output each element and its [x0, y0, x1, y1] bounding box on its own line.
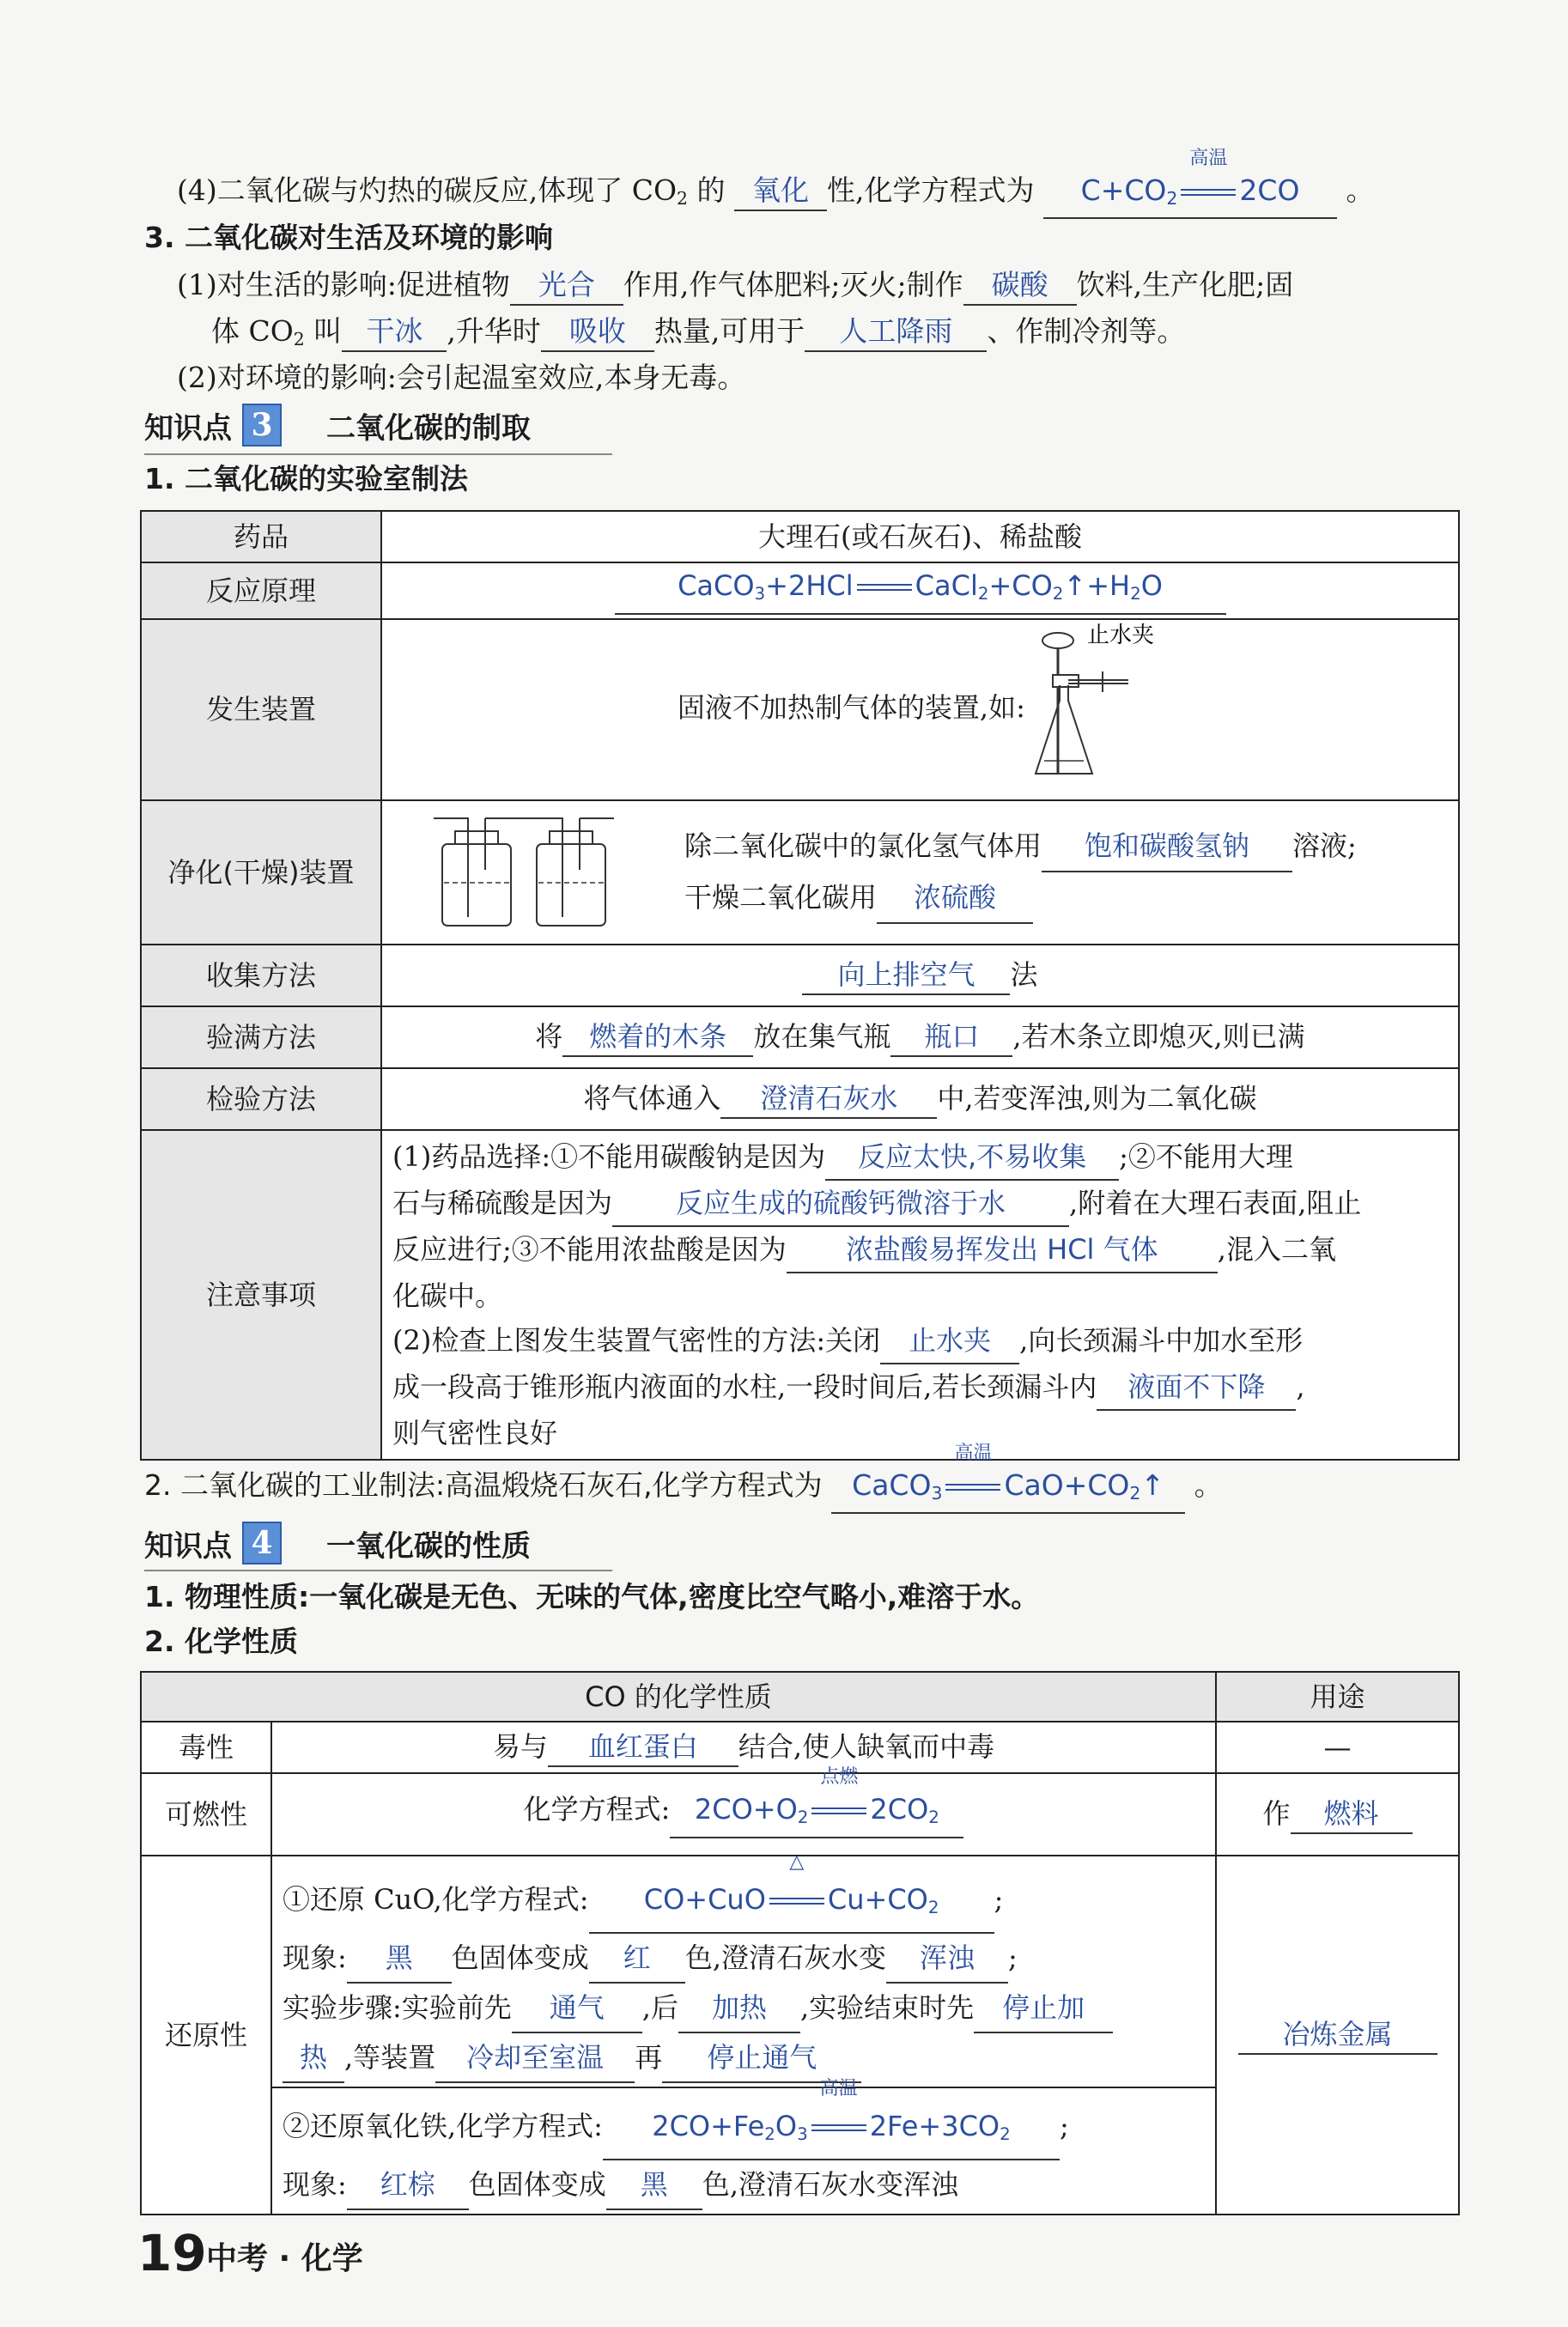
- answer-blank: 止水夹: [880, 1318, 1019, 1364]
- co-properties-table: CO 的化学性质 用途 毒性 易与 血红蛋白 结合,使人缺氧而中毒 — 可燃性 化学方程式: $2CO+O_2$ 点燃 $2CO_2$ 作 燃料 还原性 ①还原 CuO,化学方程式: CO+CuO △ $Cu+CO_2$ ; 现象: 黑 色固体变成 红 色,澄清石灰水变 浑浊 ; 实验步骤:实验前先 通气 ,后 加热 ,实验结束时先 停止加 热 ,等装置 冷却至室温 再 停止通气 冶炼金属 ②还原氧化铁,化学方程式: $2CO+Fe_2O_3$ 高温 $2Fe+3CO_2$ ; 现象: 红棕 色固体变成 黑 色,澄清石灰水变浑浊: [140, 1671, 1460, 2215]
- answer-blank: 热: [283, 2033, 344, 2083]
- answer-blank: 停止通气: [662, 2033, 861, 2083]
- answer-blank: 加热: [678, 1984, 800, 2033]
- row-header: 注意事项: [141, 1130, 381, 1460]
- row-header: 发生装置: [141, 619, 381, 800]
- answer-blank: 黑: [606, 2160, 702, 2210]
- answer-blank: 人工降雨: [805, 313, 987, 352]
- answer-blank: 红: [589, 1934, 685, 1984]
- book-label: 中考 · 化学: [206, 2241, 363, 2276]
- answer-blank: 血红蛋白: [548, 1728, 738, 1767]
- kp-number-badge: 4: [242, 1522, 282, 1564]
- row-header: 药品: [141, 511, 381, 562]
- answer-blank: 吸收: [541, 313, 654, 352]
- answer-blank: 停止加: [974, 1984, 1113, 2033]
- column-header: CO 的化学性质: [141, 1672, 1216, 1722]
- answer-blank: 干冰: [342, 313, 447, 352]
- row-header: 还原性: [141, 1856, 271, 2215]
- answer-blank: 燃料: [1291, 1795, 1413, 1834]
- industry-method-line: 2. 二氧化碳的工业制法:高温煅烧石灰石,化学方程式为 CaCO$_3$ 高温 $CaO+CO_2↑$ 。: [144, 1467, 1223, 1514]
- answer-blank: 澄清石灰水: [720, 1079, 937, 1119]
- answer-blank: 通气: [512, 1984, 642, 2033]
- divider: [144, 453, 612, 455]
- gas-washing-bottles-icon: [434, 810, 614, 939]
- answer-blank: 黑: [347, 1934, 452, 1984]
- knowledge-point-3-header: 知识点 3 二氧化碳的制取: [144, 404, 531, 447]
- text-line: 体 $CO_2$ 叫 干冰 ,升华时 吸收 热量,可用于 人工降雨 、作制冷剂等。: [211, 313, 1185, 358]
- answer-blank: 液面不下降: [1097, 1364, 1296, 1411]
- section-heading: 1. 二氧化碳的实验室制法: [144, 462, 468, 495]
- answer-blank: 燃着的木条: [562, 1018, 753, 1057]
- answer-blank: 饱和碳酸氢钠: [1042, 821, 1292, 872]
- answer-blank: 浓硫酸: [877, 872, 1033, 924]
- section-heading: 2. 化学性质: [144, 1625, 298, 1658]
- answer-blank: $C+CO_2$ 高温 2CO: [1043, 172, 1337, 219]
- section-heading: 3. 二氧化碳对生活及环境的影响: [144, 221, 553, 254]
- answer-blank: 向上排空气: [802, 956, 1010, 995]
- column-header: 用途: [1216, 1672, 1459, 1722]
- row-header: 净化(干燥)装置: [141, 800, 381, 945]
- answer-blank: 反应太快,不易收集: [825, 1134, 1119, 1181]
- answer-blank: 反应生成的硫酸钙微溶于水: [612, 1181, 1069, 1227]
- divider: [144, 1570, 612, 1571]
- answer-blank: 光合: [510, 266, 623, 306]
- co2-carbon-reaction-line: (4)二氧化碳与灼热的碳反应,体现了 $CO_2$ 的 氧化 性,化学方程式为 $C+CO_2$ 高温 2CO 。: [177, 172, 1375, 219]
- answer-blank: CaCO$_3$+2HCl $CaCl_2+CO_2↑+H_2O$: [615, 567, 1226, 615]
- erlenmeyer-flask-apparatus-icon: [1034, 623, 1163, 796]
- row-header: 收集方法: [141, 945, 381, 1006]
- answer-blank: 红棕: [347, 2160, 469, 2210]
- knowledge-point-4-header: 知识点 4 一氧化碳的性质: [144, 1522, 531, 1564]
- answer-blank: 浓盐酸易挥发出 HCl 气体: [787, 1227, 1218, 1273]
- svg-text:止水夹: 止水夹: [1087, 623, 1155, 648]
- row-header: 反应原理: [141, 562, 381, 619]
- answer-blank: $2CO+Fe_2O_3$ 高温 $2Fe+3CO_2$: [603, 2102, 1060, 2160]
- answer-blank: 冶炼金属: [1238, 2015, 1437, 2055]
- row-header: 可燃性: [141, 1773, 271, 1856]
- row-header: 检验方法: [141, 1068, 381, 1130]
- page-number: 19: [137, 2224, 207, 2282]
- text-line: (1)对生活的影响:促进植物 光合 作用,作气体肥料;灭火;制作 碳酸 饮料,生产化肥;固: [177, 266, 1293, 306]
- answer-blank: CaCO$_3$ 高温 $CaO+CO_2↑$: [831, 1467, 1185, 1514]
- text-line: (2)对环境的影响:会引起温室效应,本身无毒。: [177, 361, 746, 394]
- answer-blank: 碳酸: [963, 266, 1077, 306]
- physical-properties-line: 1. 物理性质:一氧化碳是无色、无味的气体,密度比空气略小,难溶于水。: [144, 1580, 1040, 1613]
- answer-blank: 瓶口: [890, 1018, 1012, 1057]
- answer-blank: CO+CuO △ $Cu+CO_2$: [589, 1875, 994, 1934]
- answer-blank: 氧化: [734, 172, 827, 211]
- answer-blank: 浑浊: [886, 1934, 1008, 1984]
- row-header: 毒性: [141, 1722, 271, 1773]
- kp-number-badge: 3: [242, 404, 282, 447]
- answer-blank: 冷却至室温: [435, 2033, 635, 2083]
- answer-blank: $2CO+O_2$ 点燃 $2CO_2$: [670, 1790, 963, 1838]
- lab-preparation-table: 药品 大理石(或石灰石)、稀盐酸 反应原理 CaCO$_3$+2HCl $CaCl_2+CO_2↑+H_2O$ 发生装置 固液不加热制气体的装置,如: 止水夹 净化(干燥)装置 除二氧化碳中的氯化氢气体用 饱和碳酸氢钠 溶液; 干燥二氧化碳用 浓硫酸 收集方法 向上排空气 法 验满方法 将 燃着的木条 放在集气瓶 瓶口 ,若木条立即熄灭,则已满 检验方法 将气体通入 澄清石灰水 中,若变浑浊,则为二氧化碳 注意事项 (1)药品选择:①不能用碳酸钠是因为 反应太快,不易收集 ;②不能用大理 石与稀硫酸是因为 反应生成的硫酸钙微溶于水 ,附着在大理石表面,阻止 反应进行;③不能用浓盐酸是因为 浓盐酸易挥发出 HCl 气体 ,混入二氧 化碳中。 (2)检查上图发生装置气密性的方法:关闭 止水夹 ,向长颈漏斗中加水至形 成一段高于锥形瓶内液面的水柱,一段时间后,若长颈漏斗内 液面不下降 , 则气密性良好: [140, 510, 1460, 1461]
- row-header: 验满方法: [141, 1006, 381, 1068]
